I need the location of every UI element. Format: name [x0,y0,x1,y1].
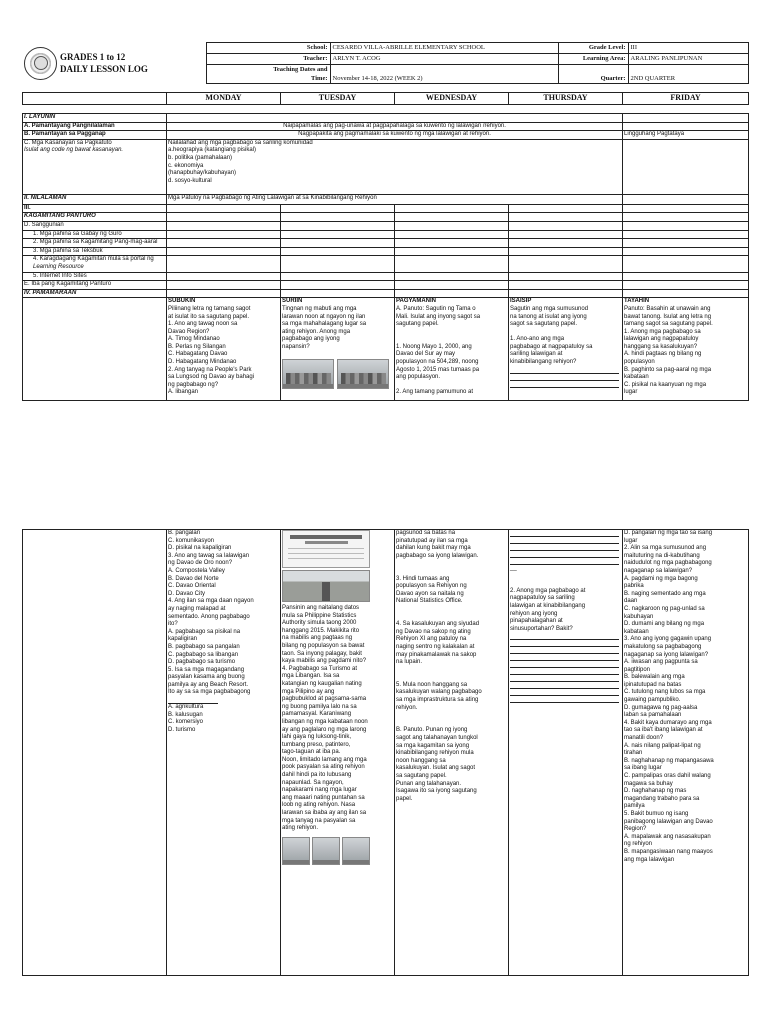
tayahin-line: 2. Alin sa mga sumusunod ang [624,545,707,552]
lesson-log-page-1 [22,42,748,401]
pagganap-label: B. Pamantayan sa Pagganap [23,131,167,140]
suriin-line: napaunlad. Sa ngayon, [282,779,344,786]
tayahin-line: tao sa iba't ibang lalawigan at [624,727,703,734]
tayahin-line: sa ibang lugar [624,765,662,772]
tayahin-line: 4. Bakit kaya dumarayo ang mga [624,719,712,726]
suriin-line: napansin? [282,343,310,350]
pagyamanin-heading: PAGYAMANIN [396,298,437,305]
quarter-label: Quarter: [558,65,628,84]
pagyamanin-line: Agosto 1, 2015 mas tumaas pa [396,366,480,373]
subukin-line: D. pisikal na kapaligiran [168,545,232,552]
subukin-line: 2. Ang tanyag na People's Park [168,366,252,373]
pagyamanin-line: 1. Noong Mayo 1, 2000, ang [396,343,472,350]
tayahin-line: tirahan [624,750,643,757]
population-table-image [282,530,370,568]
kasanayan-line: a.heograpiya (katangiang pisikal) [168,147,257,154]
pagyamanin-line: kinabibilangang rehiyon mula [396,750,474,757]
tayahin-line: 3. Ano ang iyong gagawin upang [624,636,712,643]
day-tuesday: TUESDAY [281,93,395,105]
suriin-line: napakarami nang mga lugar [282,787,357,794]
kasanayan-line: Nailalahad ang mga pagbabago sa sariling komunidad [168,139,313,146]
tayahin-line: makatulong sa pagbabagong [624,643,702,650]
subukin-line: pamilya ay ang Beach Resort. [168,681,249,688]
subukin-line: B. kalusugan [168,711,203,718]
subukin-line: B. pangalan [168,530,201,536]
lr-label-text: 4. Karagdagang Kagamitan mula sa portal ng [33,256,154,263]
subukin-line: Ito ay sa sa mga pagbabagong [168,689,251,696]
kasanayan-label-line1: C. Mga Kasanayan sa Pagkatuto [24,139,112,146]
pagyamanin-line: populasyon sa Rehiyon ng [396,583,467,590]
pagyamanin-line: 4. Sa kasalukuyan ang siyudad [396,621,480,628]
tayahin-line: A. nais nilang palipat-lipat ng [624,742,701,749]
suriin-line: 4. Pagbabago sa Turismo at [282,665,358,672]
day-monday: MONDAY [167,93,281,105]
lingguhang-pagtataya: Lingguhang Pagtataya [623,131,749,140]
suriin-line: pagbabago ang iyong [282,336,340,343]
answer-line[interactable] [510,661,619,668]
tayahin-line: A. hindi pagtaas ng bilang ng [624,351,702,358]
suriin-line: larawan noon at ngayon ng ilan [282,313,366,320]
tayahin-line: B. balewalain ang mga [624,674,685,681]
deped-seal-icon [24,47,57,80]
tayahin-line: naidudulot ng mga pagbabagong [624,560,712,567]
tayahin-line: ng rehiyon [624,841,653,848]
pagyamanin-line: Davao del Sur ay may [396,351,456,358]
answer-line[interactable] [510,551,619,558]
teksbuk-label: 3. Mga pahina sa Teksbuk [23,247,167,256]
school-value: CESAREO VILLA-ABRILLE ELEMENTARY SCHOOL [330,43,558,54]
area-label: Learning Area: [558,54,628,65]
subukin-line: ng Davao de Oro noon? [168,560,233,567]
suriin-line: Authority simula taong 2000 [282,620,357,627]
subukin-line: A. Compostela Valley [168,567,225,574]
dates-label-line2: Time: [311,75,328,82]
kasanayan-value [167,139,623,194]
teacher-value: ARLYN T. ACOG [330,54,558,65]
pagganap-value: Nagpapakita ang pagmamalaki sa kuwento ng mga lalawigan at rehiyon. [167,131,623,140]
suriin-line: bilang ng populasyon sa bawat [282,642,365,649]
subukin-line: 3. Ano ang tawag sa lalawigan [168,552,250,559]
pagyamanin-line: naging sentro ng kalakalan at [396,643,475,650]
suriin-line: pook pasyalan sa ating rehiyon [282,764,365,771]
tayahin-line: B. naging sementado ang mga [624,590,706,597]
suriin-line: loob ng ating rehiyon. Nasa [282,802,356,809]
tayahin-line: nagaganap sa lalawigan? [624,567,693,574]
answer-line[interactable] [510,689,619,696]
road-photo [282,570,370,602]
kasanayan-friday [623,139,749,194]
answer-line[interactable] [510,668,619,675]
subukin-cell [167,298,281,401]
pagyamanin-line: 5. Mula noon hanggang sa [396,681,468,688]
subukin-line: sementado. Anong pagbabago [168,613,250,620]
pagyamanin-line: rehiyon. [396,704,418,711]
answer-line[interactable] [510,696,619,703]
nilalaman-friday [623,194,749,204]
kasanayan-label [23,139,167,194]
answer-line[interactable] [510,374,619,381]
p2-subukin-cell [167,530,281,976]
tayahin-heading: TAYAHIN [624,298,650,305]
subukin-line: C. Davao Oriental [168,583,216,590]
tayahin-line: laban sa pamahalaan [624,712,682,719]
tayahin-line: kabuhayan [624,613,654,620]
pagyamanin-line: na lupain. [396,659,423,666]
layunin-label: I. LAYUNIN [23,114,167,123]
isaisip-line: kinabibilangang rehiyon? [510,359,577,366]
tourist-spot-photo [342,837,370,865]
suriin-line: tago-taguan at iba pa. [282,749,341,756]
grade-label: Grade Level: [558,43,628,54]
isaisip-cell [509,298,623,401]
pagyamanin-line: Davao ayon sa naitala ng [396,590,464,597]
subukin-line: sa Lungsod ng Davao ay bahagi [168,374,255,381]
pangnilalaman-friday [623,122,749,131]
pagyamanin-line: pagsunod sa batas na [396,530,456,536]
tayahin-line: A. pagdami ng mga bagong [624,575,698,582]
gabay-label: 1. Mga pahina sa Gabay ng Guro [23,230,167,239]
tayahin-line: D. gumagawa ng pag-aalsa [624,704,698,711]
iii-label: III. [23,204,167,213]
p2-label-blank [23,530,167,976]
pagyamanin-line: kasalukuyan. Isulat ang sagot [396,765,476,772]
pagyamanin-line: Rehiyon XI ang patuloy na [396,636,467,643]
pagyamanin-line: pagbabago sa iyong lalawigan. [396,552,479,559]
kasanayan-line: c. ekonomiya [168,162,204,169]
days-blank [23,93,167,105]
suriin-cell [281,298,395,401]
tourist-spot-photo [282,837,310,865]
pagyamanin-line: A. Panuto: Sagutin ng Tama o [396,305,476,312]
tayahin-line: lalawigan ang nagpapatuloy [624,336,699,343]
subukin-line: ng pagbabago ng? [168,381,219,388]
subukin-line: C. pagbabago sa libangan [168,651,239,658]
day-wednesday: WEDNESDAY [395,93,509,105]
tayahin-line: kabataan [624,374,649,381]
suriin-line: taon. Sa inyong palagay, bakit [282,650,362,657]
pagyamanin-line: 3. Hindi tumaas ang [396,575,450,582]
suriin-line: mga Libangan. Isa sa [282,673,340,680]
answer-line[interactable] [510,544,619,551]
pagyamanin-line: National Statistics Office. [396,598,463,605]
lesson-table-1 [22,113,749,401]
suriin-line: kaya mabilis ang pagdami nito? [282,658,367,665]
kasanayan-label-line2: Isulat ang code ng bawat kasanayan. [24,147,124,154]
lr-label-italic: Learning Resource [33,263,84,270]
lesson-log-page-2 [22,529,748,976]
subukin-line: D. pagbabago sa turismo [168,659,236,666]
photo-old-building [282,359,334,389]
logo-cell [22,43,206,84]
isaisip-line: pagbabago at nagpapatuloy sa [510,343,593,350]
pagyamanin-line: ng Davao na sakop ng ating [396,628,471,635]
suriin-line: Tingnan ng mabuti ang mga [282,305,357,312]
tayahin-line: populasyon [624,359,655,366]
pagyamanin-line: dahilan kung bakit may mga [396,545,471,552]
tayahin-line: kabataan [624,628,649,635]
subukin-line: B. pagbabago sa pangalan [168,643,240,650]
nilalaman-label: II. NILALAMAN [23,194,167,204]
dates-label [206,65,330,84]
tayahin-line: B. mapangasiwaan nang maayos [624,848,713,855]
kagamitan-mag-aaral-label: 2. Mga pahina sa Kagamitang Pang-mag-aaral [23,239,167,248]
header-table [22,42,749,84]
subukin-line: A. agrikultura [168,704,204,711]
tayahin-line: tamang sagot sa sagutang papel. [624,321,713,328]
pagyamanin-line: populasyon na 504,289, noong [396,359,479,366]
isaisip-line: Sagutin ang mga sumusunod [510,305,589,312]
suriin-line: libangan ng mga kabataan noon [282,718,368,725]
suriin-line: mga Pilipino ay ang [282,688,335,695]
suriin-line: dahil hindi pa ito lubusang [282,772,352,779]
answer-dash: __ [510,565,517,571]
tayahin-line: pagtitipon [624,666,651,673]
pagyamanin-line [396,382,507,390]
suriin-heading: SURIIN [282,298,303,305]
subukin-line: B. Perlas ng Silangan [168,343,226,350]
subukin-line: C. komunikasyon [168,537,215,544]
subukin-line: C. komersiyo [168,719,204,726]
suriin-line: Noon, limitado lamang ang mga [282,756,367,763]
pagyamanin-line: 2. Ang tamang pamumuno at [396,389,474,396]
photo-new-building [337,359,389,389]
suriin-line: pagbubuklod at pagsama-sama [282,696,367,703]
subukin-line: 4. Ang ilan sa mga daan ngayon [168,598,254,605]
tayahin-line: A. mapalawak ang nasasakupan [624,833,711,840]
p2-pagyamanin-cell [395,530,509,976]
pagyamanin-line: sagutang papel. [396,321,439,328]
tayahin-line: pabrika [624,583,644,590]
isaisip-line: pinapahalagahan at [510,618,563,625]
tayahin-line: ipinatutupad na batas [624,681,682,688]
tourist-spot-photo [312,837,340,865]
subukin-line: Davao Region? [168,328,210,335]
quarter-value: 2ND QUARTER [628,65,748,84]
pagyamanin-line: Punan ang talahanayan. [396,780,462,787]
kasanayan-line: (hanapbuhay/kabuhayan) [168,170,237,177]
tayahin-line: 5. Bakit bumuo ng isang [624,810,689,817]
tayahin-line: magawa sa buhay [624,780,673,787]
dates-value: November 14-18, 2022 (WEEK 2) [330,65,558,84]
subukin-line: D. Habagatang Mindanao [168,359,237,366]
subukin-line: B. Davao del Norte [168,575,219,582]
pagyamanin-cell [395,298,509,401]
subukin-line: ay naging malapad at [168,605,226,612]
pagyamanin-line: sa mga imprastruktura sa ating [396,697,479,704]
subukin-line: kapaligiran [168,636,198,643]
pagyamanin-line [396,336,507,344]
days-header [22,92,749,105]
day-friday: FRIDAY [623,93,749,105]
iba-label: E. Iba pang Kagamitang Panturo [23,281,167,290]
tayahin-line: D. dumami ang bilang ng mga [624,621,705,628]
tayahin-line: Region? [624,826,647,833]
pagyamanin-line: B. Panuto. Punan ng iyong [396,727,468,734]
pagyamanin-line: sagot ang talahanayan tungkol [396,735,478,742]
tayahin-line: D. pangalan ng mga tao sa isang [624,530,713,536]
pagyamanin-line: noon hanggang sa [396,757,446,764]
logo-line1: GRADES 1 to 12 [60,52,126,62]
tayahin-line: magandang trabaho para sa [624,795,700,802]
isaisip-line: nagpapatuloy sa sariling [510,595,575,602]
tayahin-line: C. tutulong nang lubos sa mga [624,689,706,696]
kasanayan-line: d. sosyo-kultural [168,177,212,184]
sanggunian-label: D. Sanggunian [23,221,167,230]
pagyamanin-line: Isagawa ito sa iyong sagutang [396,788,477,795]
logo-line2: DAILY LESSON LOG [60,64,148,74]
subukin-line: 5. Isa sa mga magagandang [168,666,245,673]
suriin-line: larawan sa ibaba ay ang ilan sa [282,810,367,817]
teacher-label: Teacher: [206,54,330,65]
nilalaman-value: Mga Patuloy na Pagbabago ng Ating Lalawigan at sa Kinabibilangang Rehiyon [167,194,623,204]
suriin-line: mga tanyag na pasyalan sa [282,817,356,824]
suriin-line: ang maaari nating puntahan sa [282,794,365,801]
isaisip-line: sinusuportahan? Bakit? [510,625,573,632]
answer-line[interactable] [510,367,619,374]
kagamitan-label: KAGAMITANG PANTURO [23,213,167,222]
tayahin-line: hanggang sa kasalukuyan? [624,343,698,350]
answer-line[interactable] [510,633,619,640]
tayahin-line: maituturing na di-kabutihang [624,552,700,559]
pangnilalaman-label: A. Pamantayang Pangnilalaman [23,122,167,131]
subukin-line: D. turismo [168,726,196,733]
suriin-line: hanggang 2015. Makikita rito [282,627,360,634]
isaisip-line: 2. Anong mga pagbabago at [510,587,586,594]
pamamaraan-blank [23,298,167,401]
suriin-line: katangian ng kaugalian nating [282,680,362,687]
pagyamanin-line: pinatutupad ay ilan sa mga [396,537,468,544]
pagyamanin-line: kasalukuyan walang pagbabago [396,689,482,696]
tayahin-line: C. pisikal na kaanyuan ng mga [624,381,707,388]
suriin-line: ng buong pamilya lalo na sa [282,703,357,710]
kasanayan-line: b. politika (pamahalaan) [168,154,233,161]
pagyamanin-line: sa sagutang papel. [396,773,447,779]
day-thursday: THURSDAY [509,93,623,105]
suriin-line: pamamasyal. Karaniwang [282,711,352,718]
suriin-line: ating rehiyon. Anong mga [282,328,351,335]
isaisip-line: sagot sa sagutang papel. [510,321,578,328]
isaisip-line: rehiyon ang iyong [510,610,558,617]
isaisip-line: sariling lalawigan at [510,351,563,358]
tayahin-line: nagaganap sa iyong lalawigan? [624,651,709,658]
tayahin-line: lugar [624,537,638,544]
isaisip-line: lalawigan at kinabibilangang [510,602,586,609]
suriin-line: sa mga mahahalagang lugar sa [282,321,367,328]
answer-line[interactable] [510,647,619,654]
subukin-line: at isulat ito sa sagutang papel. [168,313,250,320]
subukin-line: ito? [168,621,178,628]
answer-line[interactable] [510,530,619,537]
pagyamanin-line: ang populasyon. [396,374,441,381]
p2-tayahin-cell [623,530,749,976]
lesson-table-2 [22,529,749,976]
tayahin-line: gawaing pampubliko. [624,697,681,704]
answer-line[interactable] [510,381,619,388]
subukin-line: pasyalan kasama ang buong [168,674,245,681]
lr-label [23,256,167,272]
suriin-line: ay ang paglalaro ng mga larong [282,726,367,733]
suriin-line: Pansinin ang naitalang datos [282,605,360,611]
pagyamanin-line: sa mga kagamitan sa iyong [396,742,470,749]
internet-label: 5. Internet Info Sites [23,272,167,281]
subukin-heading: SUBUKIN [168,298,196,305]
area-value: ARALING PANLIPUNAN [628,54,748,65]
suriin-line: tumbang preso, patintero, [282,741,351,748]
tayahin-line: lugar [624,389,638,396]
isaisip-line [510,329,621,337]
pagyamanin-line: papel. [396,795,413,802]
isaisip-line: 1. Ano-ano ang mga [510,336,565,343]
answer-line[interactable] [510,558,619,565]
tayahin-line: B. paghinto sa pag-aaral ng mga [624,366,712,373]
layunin-friday [623,114,749,123]
school-label: School: [206,43,330,54]
tayahin-line: ang mga lalawigan [624,856,675,863]
suriin-line: ating rehiyon. [282,825,319,832]
subukin-line: C. Habagatang Davao [168,351,228,358]
answer-line[interactable] [510,640,619,647]
subukin-line: A. pagbabago sa pisikal na [168,628,241,635]
p2-isaisip-cell [509,530,623,976]
tayahin-line: manatili doon? [624,735,664,742]
subukin-line: 1. Ano ang tawag noon sa [168,321,238,328]
tayahin-line: C. nagkaroon ng pag-unlad sa [624,605,705,612]
tayahin-line: panibagong lalawigan ang Davao [624,818,713,825]
answer-line[interactable] [168,697,218,704]
subukin-line: A. Timog Mindanao [168,336,220,343]
tayahin-line: D. naghahanap ng mas [624,788,687,795]
answer-line[interactable] [510,682,619,689]
tayahin-line: C. pampalipas oras dahil walang [624,773,711,779]
dates-label-line1: Teaching Dates and [273,66,328,73]
subukin-line: A. libangan [168,389,199,396]
answer-line[interactable] [510,654,619,661]
tayahin-cell [623,298,749,401]
suriin-line: lahi gaya ng luksong-tinik, [282,734,352,741]
pangnilalaman-value: Naipapamalas ang pag-unawa at pagpapahalaga sa kuwento ng lalawigan /rehiyon. [167,122,623,131]
pagyamanin-line: may pinakamalawak na sakop [396,651,477,658]
tayahin-line: 1. Anong mga pagbabago sa [624,328,701,335]
isaisip-line: na tanong at isulat ang iyong [510,313,587,320]
tayahin-line: B. naghahanap ng mapangasawa [624,757,714,764]
layunin-empty [167,114,623,123]
tayahin-line: A. iiwasan ang pagpunta sa [624,659,698,666]
pagyamanin-line: Mali. Isulat ang inyong sagot sa [396,313,481,320]
tayahin-line: daan [624,598,638,605]
suriin-line: mula sa Philippine Statistics [282,612,357,619]
subukin-line: Piliinang letra ng tamang sagot [168,305,251,312]
grade-value: III [628,43,748,54]
pamamaraan-label: IV. PAMAMARAAN [23,289,167,298]
tayahin-line: Panuto: Basahin at unawain ang [624,305,711,312]
tayahin-line: bawat tanong. Isulat ang letra ng [624,313,712,320]
suriin-line: na mabilis ang pagtaas ng [282,635,353,642]
tayahin-line: pamilya [624,803,645,810]
isaisip-heading: ISAISIP [510,298,532,305]
answer-line[interactable] [510,675,619,682]
subukin-line: D. Davao City [168,590,206,597]
answer-line[interactable] [510,537,619,544]
p2-suriin-cell [281,530,395,976]
pagyamanin-line [396,329,507,337]
